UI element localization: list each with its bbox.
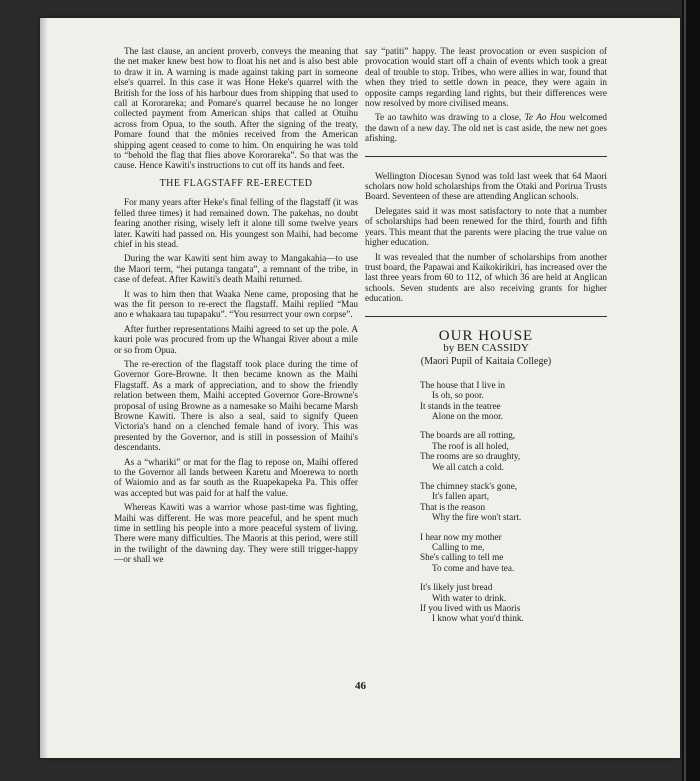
poem-line: I know what you'd think.: [432, 613, 524, 624]
poem-line: The chimney stack's gone,: [420, 481, 518, 491]
emphasis: Te Ao Hou: [524, 112, 566, 123]
poem-line: The rooms are so draughty,: [420, 451, 521, 462]
stanza: [420, 532, 607, 574]
stanza: [420, 380, 607, 422]
paragraph: Wellington Diocesan Synod was told last week that 64 Maori scholars now hold scholarships from the Otaki and Porirua Trusts Board. Seventeen of these are attending Anglican schools.: [365, 170, 607, 202]
poem-line: I hear now my mother: [420, 531, 502, 542]
poem-line: It's likely just bread: [420, 582, 493, 593]
paragraph: For many years after Heke's final felling of the flagstaff (it was felled three times) it had remained down. The pakehas, no doubt fearing another rising, wisely left it alone till some twelve years later. Kawiti had passed on. His youngest son Maihi, had become chief in his stead.: [114, 197, 358, 249]
poem-line: The house that I live in: [420, 379, 505, 390]
left-column: [114, 46, 358, 569]
poem-author: by BEN CASSIDY: [443, 341, 529, 354]
poem-line: She's calling to tell me: [420, 552, 504, 563]
poem-line: It's fallen apart,: [432, 491, 490, 502]
divider: [365, 316, 607, 317]
poem-line: The roof is all holed,: [432, 440, 509, 451]
stanza: [420, 430, 607, 472]
paragraph: Delegates said it was most satisfactory to note that a number of scholarships had been renewed for the third, fourth and fifth years. This meant that the parents were placing the true value on higher education.: [365, 205, 607, 248]
right-column: [365, 46, 607, 633]
paragraph: It was revealed that the number of scholarships from another trust board, the Papawai and Kaikokirikiri, has increased over the last three years from 60 to 112, of which 36 are held at Anglican schools. Seven students are also receiving grants for higher education.: [365, 251, 607, 304]
paragraph: After further representations Maihi agreed to set up the pole. A kauri pole was procured from up the Whangai River about a mile or so from Opua.: [114, 323, 358, 355]
poem-line: If you lived with us Maoris: [420, 603, 521, 614]
poem-line: It stands in the teatree: [420, 400, 501, 411]
poem-line: With water to drink.: [432, 592, 507, 603]
paragraph: [365, 112, 607, 143]
section-heading: THE FLAGSTAFF RE-ERECTED: [159, 177, 313, 189]
paragraph: It was to him then that Waaka Nene came, proposing that he was the fit person to re-erect the flagstaff. Maihi replied “Mau ano e whakaara tau tupapaku”. “You resurrect your own corpse”.: [114, 288, 358, 320]
divider: [365, 156, 607, 157]
poem: [365, 380, 607, 624]
scan-edge-line: [684, 0, 686, 781]
paragraph: During the war Kawiti sent him away to Mangakahia—to use the Maori term, “hei putanga tangata”, a remnant of the tribe, in case of defeat. After Kawiti's death Maihi returned.: [114, 253, 358, 285]
paragraph: say “patiti” happy. The least provocation or even suspicion of provocation would start off a chain of events which took a great deal of trouble to stop. Tribes, who were allies in war, found that when they tried to settle down in peace, they were again in opposite camps regarding land rights, but their differences were now resolved by more civilised means.: [365, 46, 607, 109]
poem-line: The boards are all rotting,: [420, 430, 516, 441]
stanza: [420, 582, 607, 624]
poem-line: Is oh, so poor.: [432, 390, 484, 401]
text-run: welcomed the dawn of a new day. The old net is cast aside, the new net goes afishing.: [365, 112, 607, 144]
paragraph: Whereas Kawiti was a warrior whose past-time was fighting, Maihi was different. He was more peaceful, and he spent much time in settling his people into a more peaceful system of living. There were many difficulties. The Maoris at this period, were still in the twilight of the dawning day. They were still trigger-happy—or shall we: [114, 502, 358, 565]
text-run: Te ao tawhito was drawing to a close,: [375, 112, 525, 123]
poem-line: Why the fire won't start.: [432, 512, 522, 523]
page-gutter: [40, 18, 48, 758]
poem-line: To come and have tea.: [432, 562, 515, 573]
poem-line: Calling to me,: [432, 542, 485, 553]
poem-subtitle: (Maori Pupil of Kaitaia College): [420, 356, 552, 368]
paragraph: The last clause, an ancient proverb, conveys the meaning that the net maker knew best how to float his net and is also best able to draw it in. A warning is made against taking part in someone else's quarrel. In this case it was Hone Heke's quarrel with the British for the loss of his harbour dues from shipping that used to call at Kororareka; and Pomare's quarrel because he no longer collected payment from American ships that called at Otuihu across from Opua, to the south. After the signing of the treaty, Pomare found that the mōnies received from the American shipping agent ceased to come to him. On enquiring he was told to “behold the flag that flies above Kororareka”. So that was the cause. Hence Kawiti's instructions to cut off its hands and feet.: [114, 46, 358, 171]
paragraph: As a “whariki” or mat for the flag to repose on, Maihi offered to the Governor all lands between Karetu and Moerewa to north of Waiomio and as far south as the Ruapekapeka Pa. This offer was accepted but was paid for at half the value.: [114, 456, 358, 498]
poem-line: Alone on the moor.: [432, 410, 503, 421]
poem-line: We all catch a cold.: [432, 461, 504, 472]
poem-line: That is the reason: [420, 501, 486, 512]
poem-title: OUR HOUSE: [438, 327, 534, 344]
paragraph: The re-erection of the flagstaff took place during the time of Governor Gore-Browne. It then became known as the Maihi Flagstaff. As a mark of appreciation, and to show the friendly relation between them, Maihi accepted Governor Gore-Browne's proposal of using Browne as a namesake so Maihi became Marsh Browne Kawiti. There is also a seal, said to signify Queen Victoria's hand on a clenched female hand of ivory. This was presented by the Governor, and is still in possession of Maihi's descendants.: [114, 358, 358, 453]
page-number: 46: [355, 680, 366, 692]
stanza: [420, 481, 607, 523]
